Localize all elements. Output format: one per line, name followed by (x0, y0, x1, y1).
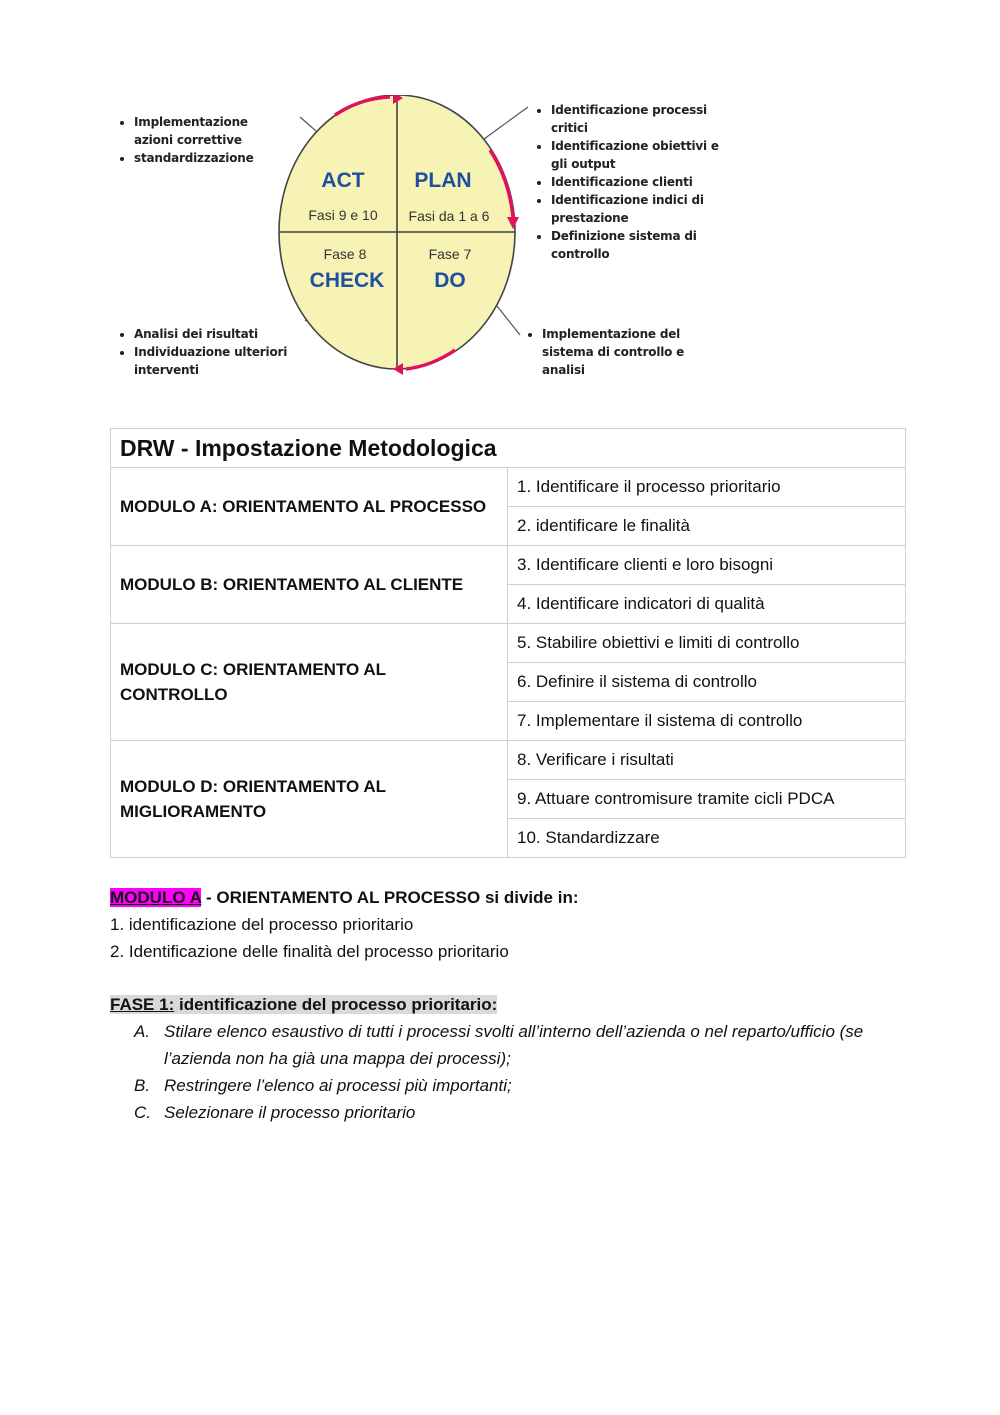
plan-note: • Identificazione processi critici (551, 101, 737, 137)
plan-note: • Identificazione obiettivi e gli output (551, 137, 737, 173)
step-cell: 4. Identificare indicatori di qualità (508, 585, 906, 624)
step-cell: 3. Identificare clienti e loro bisogni (508, 546, 906, 585)
modulo-heading-rest: - ORIENTAMENTO AL PROCESSO si divide in: (201, 888, 579, 907)
step-cell: 6. Definire il sistema di controllo (508, 663, 906, 702)
fase-heading (110, 991, 910, 1018)
plan-note: • Definizione sistema di controllo (551, 227, 737, 263)
act-title: ACT (321, 169, 365, 192)
step-cell: 7. Implementare il sistema di controllo (508, 702, 906, 741)
check-note: • Individuazione ulteriori interventi (134, 343, 300, 379)
do-note: • Implementazione del sistema di controllo e analisi (542, 325, 688, 379)
modulo-label: MODULO A (110, 888, 202, 907)
module-b-cell: MODULO B: ORIENTAMENTO AL CLIENTE (111, 546, 508, 624)
plan-notes (537, 101, 737, 263)
check-phase: Fase 8 (323, 246, 367, 262)
fase-label: FASE 1: (110, 995, 175, 1014)
step-cell: 10. Standardizzare (508, 819, 906, 858)
fase-heading-highlight (110, 995, 497, 1014)
body-text (110, 884, 910, 1126)
list-item-text: Selezionare il processo prioritario (164, 1103, 416, 1122)
do-notes (528, 325, 688, 379)
list-marker: C. (134, 1103, 151, 1122)
act-phase: Fasi 9 e 10 (308, 207, 378, 223)
plan-title: PLAN (414, 169, 472, 192)
check-title: CHECK (309, 269, 385, 292)
plan-note: • Identificazione clienti (551, 173, 737, 191)
fase-list-item (110, 1018, 910, 1072)
fase-list (110, 1018, 910, 1126)
act-note: • standardizzazione (134, 149, 290, 167)
list-item-text: Stilare elenco esaustivo di tutti i processi svolti all’interno dell’azienda o nel reparto/ufficio (se l’azienda non ha già una mappa dei processi); (164, 1022, 864, 1068)
list-item-text: Restringere l’elenco ai processi più importanti; (164, 1076, 512, 1095)
step-cell: 1. Identificare il processo prioritario (508, 468, 906, 507)
plan-note: • Identificazione indici di prestazione (551, 191, 737, 227)
check-notes (120, 325, 300, 379)
fase-list-item (110, 1099, 910, 1126)
modulo-line: 2. Identificazione delle finalità del processo prioritario (110, 942, 509, 961)
step-cell: 9. Attuare contromisure tramite cicli PDCA (508, 780, 906, 819)
modulo-heading (110, 884, 910, 911)
module-a-cell: MODULO A: ORIENTAMENTO AL PROCESSO (111, 468, 508, 546)
modulo-line: 1. identificazione del processo prioritario (110, 915, 414, 934)
list-marker: B. (134, 1076, 151, 1095)
fase-heading-rest: identificazione del processo prioritario: (174, 995, 498, 1014)
pdca-figure (110, 95, 750, 390)
fase-list-item (110, 1072, 910, 1099)
table-title: DRW - Impostazione Metodologica (111, 429, 906, 468)
check-note: • Analisi dei risultati (134, 325, 300, 343)
list-marker: A. (134, 1022, 151, 1041)
do-title: DO (434, 269, 466, 292)
step-cell: 8. Verificare i risultati (508, 741, 906, 780)
module-d-cell: MODULO D: ORIENTAMENTO AL MIGLIORAMENTO (111, 741, 508, 858)
do-phase: Fase 7 (428, 246, 472, 262)
module-c-cell: MODULO C: ORIENTAMENTO AL CONTROLLO (111, 624, 508, 741)
step-cell: 5. Stabilire obiettivi e limiti di controllo (508, 624, 906, 663)
step-cell: 2. identificare le finalità (508, 507, 906, 546)
act-notes (120, 113, 290, 167)
drw-table (110, 428, 906, 858)
act-note: • Implementazione azioni correttive (134, 113, 290, 149)
plan-phase: Fasi da 1 a 6 (408, 208, 490, 224)
